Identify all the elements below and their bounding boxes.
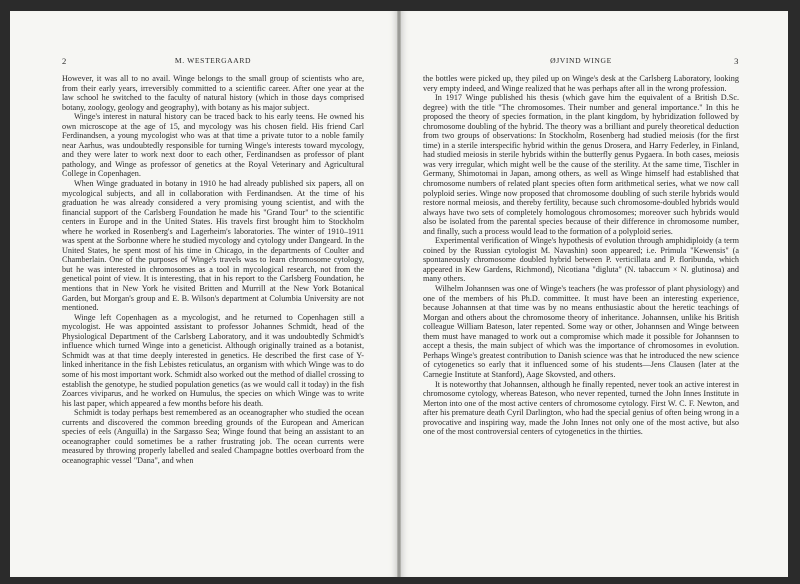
paragraph: Wilhelm Johannsen was one of Winge's teachers (he was professor of plant physiology) and one of the members of his Ph.D. committee. It must have been an interesting experience, because Johannsen at that time was by no means enthusiastic about the heretic teachings of Morgan and others about the chromosome theory of inheritance. Johannsen, unlike his British colleague William Bateson, later repented. Some way or other, Johannsen and Winge between them must have managed to work out a compromise which made it possible for Johannsen to accept a thesis, the main subject of which was the importance of chromosomes in evolution. Perhaps Winge's greatest contribution to Danish science was that he introduced the new science of cytogenetics so early that it influenced some of his students—Jens Clausen (later at the Carnegie Institute at Stanford), Aage Skovsted, and others. xyxy=(423,284,739,379)
right-page-body xyxy=(423,74,739,437)
paragraph: Winge left Copenhagen as a mycologist, and he returned to Copenhagen still a mycologist. He was appointed assistant to professor Johannes Schmidt, head of the Physiological Department of the Carlsberg Laboratory, and it was undoubtedly Schmidt's influence which turned Winge into a geneticist. Although originally trained as a botanist, Schmidt was at that time deeply interested in genetics. He described the first case of Y-linked inheritance in the fish Lebistes reticulatus, an organism with which Winge was to do some of his most important work. Schmidt also worked out the method of diallel crossing to establish the genotype, he studied population genetics (as we would call it today) in the fish Zoarces viviparus, and he worked on Humulus, the species on which Winge was to write his last paper, which appeared a few months before his death. xyxy=(62,312,364,408)
page-number: 2 xyxy=(62,56,67,66)
paragraph: Experimental verification of Winge's hypothesis of evolution through amphidiploidy (a term coined by the Russian cytologist M. Navashin) soon appeared; i.e. Primula "Kewensis" (a spontaneously chromosome doubled hybrid between P. verticillata and P. floribunda, which appeared in Kew Gardens, Richmond), Nicotiana "digluta" (N. tabaccum × N. glutinosa) and many others. xyxy=(423,236,739,284)
page-number: 3 xyxy=(734,56,739,66)
paragraph: Winge's interest in natural history can be traced back to his early teens. He owned his own microscope at the age of 15, and mycology was his chosen field. His friend Carl Ferdinandsen, a young mycologist who was at that time a private tutor to a noble family near Aarhus, was undoubtedly responsible for turning Winge's interests toward mycology, and they were later to work next door to each other, Ferdinandsen as professor of plant pathology, and Winge as professor of genetics at the Royal Veterinary and Agricultural College in Copenhagen. xyxy=(62,112,364,179)
right-page-header xyxy=(423,56,739,67)
paragraph: It is noteworthy that Johannsen, although he finally repented, never took an active interest in chromosome cytology, whereas Bateson, who never repented, turned the John Innes Institute in Merton into one of the most active centers of chromosome cytology. First W. C. F. Newton, and after his premature death Cyril Darlington, who had the special genius of often being wrong in a provocative and inspiring way, made the John Innes not only one of the most active, but also one of the most controversial centers of cytogenetics in the thirties. xyxy=(423,379,739,437)
right-page xyxy=(401,11,788,577)
paragraph: Schmidt is today perhaps best remembered as an oceanographer who studied the ocean currents and discovered the common breeding grounds of the European and American species of eels (Anguilla) in the Sargasso Sea; Winge found that being an assistant to an oceanographer could sometimes be a rather frustrating job. The ocean currents were measured by throwing properly labelled and sealed Champagne bottles overboard from the oceanographic vessel "Dana", and when xyxy=(62,408,364,465)
paragraph: In 1917 Winge published his thesis (which gave him the equivalent of a British D.Sc. degree) with the title "The chromosomes. Their number and general importance." In this he proposed the theory of species formation, in the plant kingdom, by hybridization followed by chromosome doubling of the hybrid. The theory was a brilliant and purely theoretical deduction from two groups of observations: In Stockholm, Rosenberg had studied meiosis (for the first time) in a sterile interspecific hybrid within the genus Drosera, and Harry Federley, in Finland, had studied meiosis in sterile hybrids within the butterfly genus Pygaera. In both cases, meiosis was very irregular, which might well be the cause of the sterility. At the same time, Tischler in Germany, Shimotomai in Japan, among others, as well as Winge himself had established that chromosome numbers of related plant species often form arithmetical series, what we now call polyploid series. Winge now proposed that chromosome doubling of such sterile hybrids would restore normal meiosis, and thereby fertility, because such chromosome-doubled hybrids would always have two sets of completely homologous chromosomes; moreover such hybrids would also be isolated from the parental species because of their difference in chromosome number, and finally, such a process would lead to the formation of a polyploid series. xyxy=(423,93,739,236)
running-head: M. WESTERGAARD xyxy=(174,56,252,65)
left-page-body xyxy=(62,74,364,465)
left-page xyxy=(10,11,397,577)
left-page-header xyxy=(62,56,364,67)
paragraph: the bottles were picked up, they piled up on Winge's desk at the Carlsberg Laboratory, looking very empty indeed, and Winge realized that he was perhaps after all in the wrong profession. xyxy=(423,74,739,93)
book-spread xyxy=(10,11,788,577)
paragraph: When Winge graduated in botany in 1910 he had already published six papers, all on mycological subjects, and all in collaboration with Ferdinandsen. At the time of his graduation he was already considered a very promising young scientist, and with the financial support of the Carlsberg Foundation he made his "Grand Tour" to the scientific centers in Europe and in the United States. His travels first brought him to Stockholm where he worked in Rosenberg's and Lagerheim's laboratories. The winter of 1910–1911 was spent at the Sorbonne where he studied mycology and cytology under Dangeard. In the United States, he spent most of his time in Chicago, in the departments of Coulter and Chamberlain. One of the purposes of Winge's travels was to learn chromosome cytology, but he was interested in chromosomes as a tool in mycological research, not from the genetical point of view. It is interesting, that in his report to the Carlsberg Foundation, he mentions that in New York he visited Britten and Murrill at the New York Botanical Garden, but Morgan's group and E. B. Wilson's department at Columbia University are not mentioned. xyxy=(62,179,364,313)
paragraph: However, it was all to no avail. Winge belongs to the small group of scientists who are, from their early years, irreversibly committed to a scientific career. After one year at the law school he switched to the faculty of natural history (which in those days comprised botany, zoology, geology and geography), with botany as his major subject. xyxy=(62,74,364,112)
running-head: ØJVIND WINGE xyxy=(550,56,612,65)
